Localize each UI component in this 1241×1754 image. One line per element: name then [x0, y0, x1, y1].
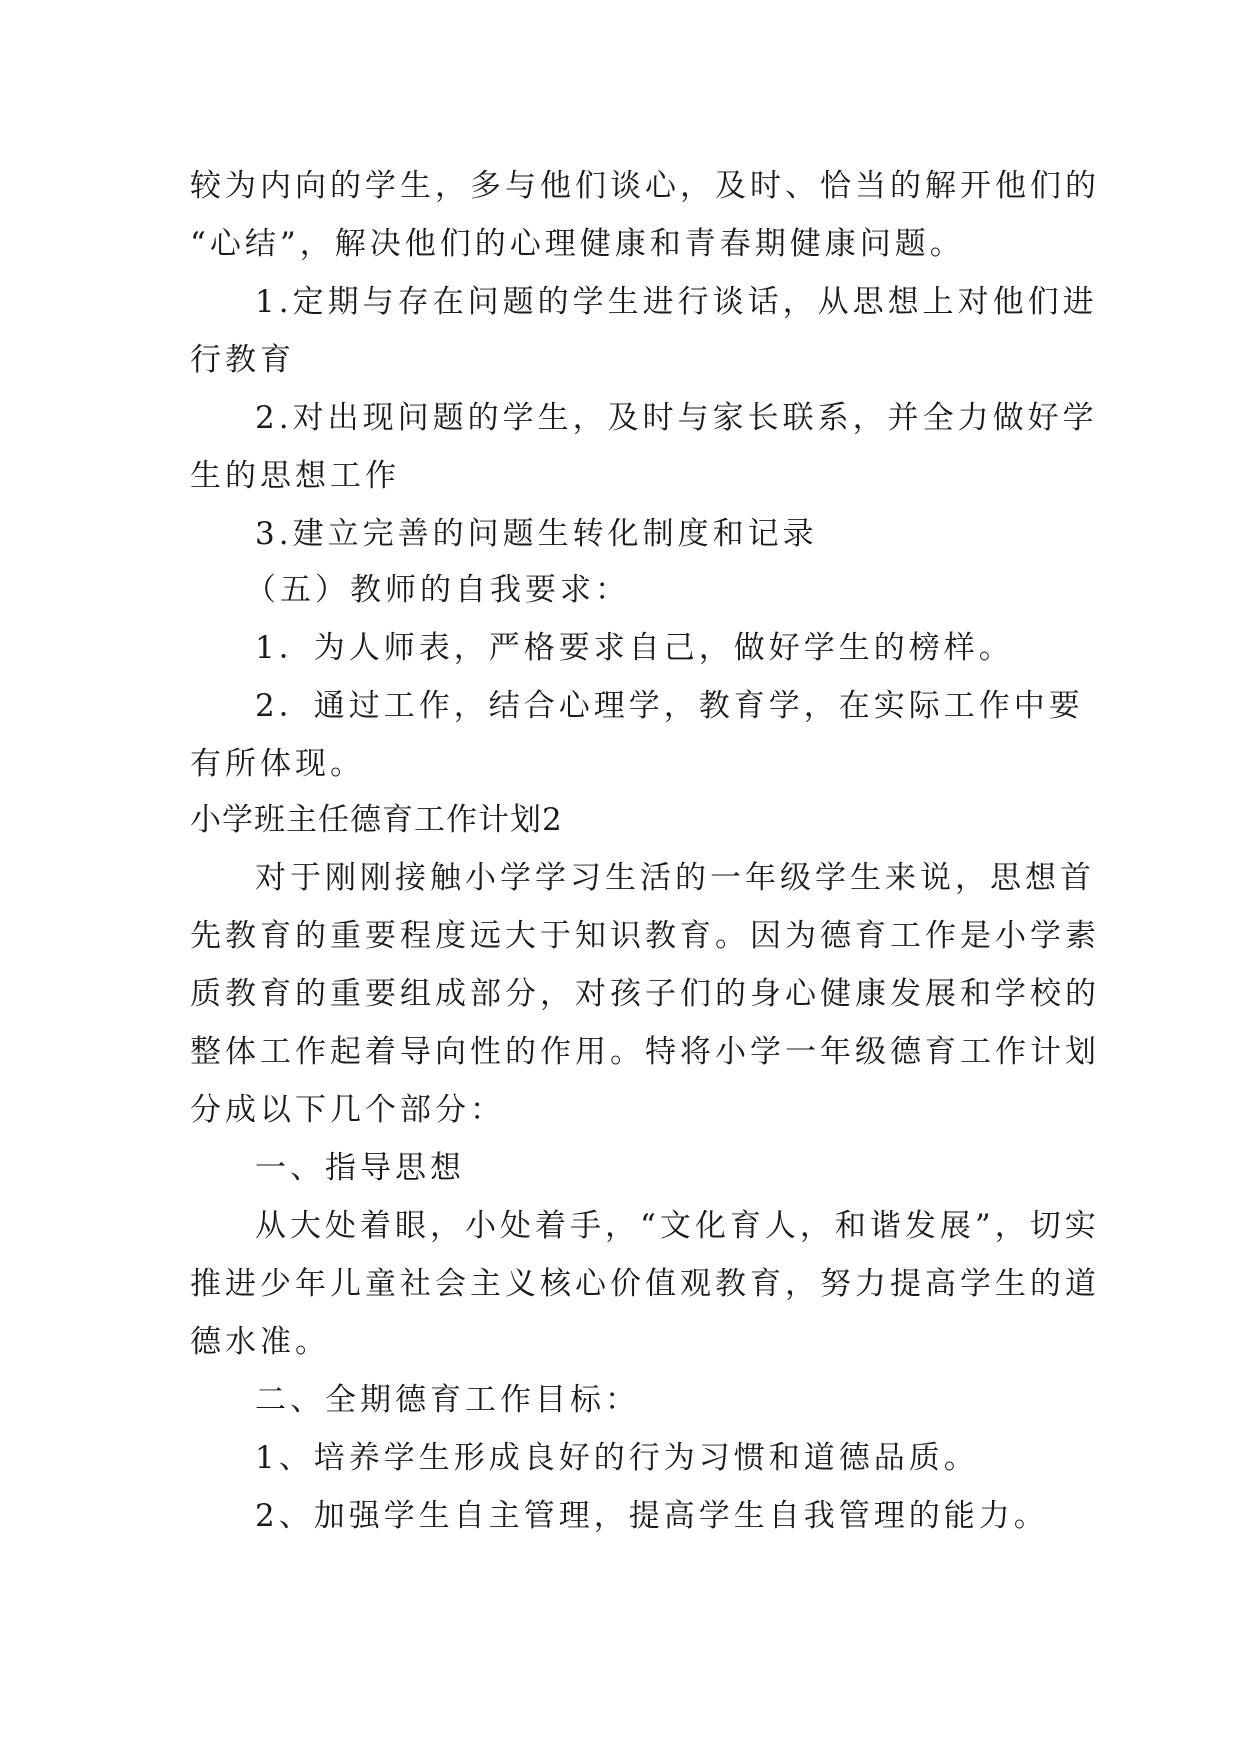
text-line: 2．通过工作，结合心理学，教育学，在实际工作中要: [255, 688, 1084, 724]
text-line: 德水准。: [190, 1324, 330, 1360]
text-line: “心结”，解决他们的心理健康和青春期健康问题。: [190, 226, 965, 262]
section-heading: 二、全期德育工作目标：: [255, 1382, 640, 1418]
document-title: 小学班主任德育工作计划2: [190, 802, 563, 838]
text-line: 先教育的重要程度远大于知识教育。因为德育工作是小学素: [190, 918, 1100, 954]
text-line: 1.定期与存在问题的学生进行谈话，从思想上对他们进: [255, 284, 1098, 320]
text-line: 行教育: [190, 342, 295, 378]
text-line: 2、加强学生自主管理，提高学生自我管理的能力。: [255, 1498, 1049, 1534]
section-heading: 一、指导思想: [255, 1150, 465, 1186]
text-line: 1、培养学生形成良好的行为习惯和道德品质。: [255, 1440, 979, 1476]
text-line: 1．为人师表，严格要求自己，做好学生的榜样。: [255, 630, 1014, 666]
text-line: 质教育的重要组成部分，对孩子们的身心健康发展和学校的: [190, 976, 1100, 1012]
text-line: 对于刚刚接触小学学习生活的一年级学生来说，思想首: [255, 860, 1095, 896]
text-line: 从大处着眼，小处着手，“文化育人，和谐发展”，切实: [255, 1208, 1100, 1244]
text-line: 分成以下几个部分：: [190, 1092, 505, 1128]
text-line: 有所体现。: [190, 746, 365, 782]
text-line: 3.建立完善的问题生转化制度和记录: [255, 516, 818, 552]
text-line: 整体工作起着导向性的作用。特将小学一年级德育工作计划: [190, 1034, 1100, 1070]
section-heading: （五）教师的自我要求：: [245, 572, 630, 608]
text-line: 2.对出现问题的学生，及时与家长联系，并全力做好学: [255, 400, 1098, 436]
text-line: 生的思想工作: [190, 458, 400, 494]
text-line: 推进少年儿童社会主义核心价值观教育，努力提高学生的道: [190, 1266, 1100, 1302]
text-line: 较为内向的学生，多与他们谈心，及时、恰当的解开他们的: [190, 168, 1100, 204]
